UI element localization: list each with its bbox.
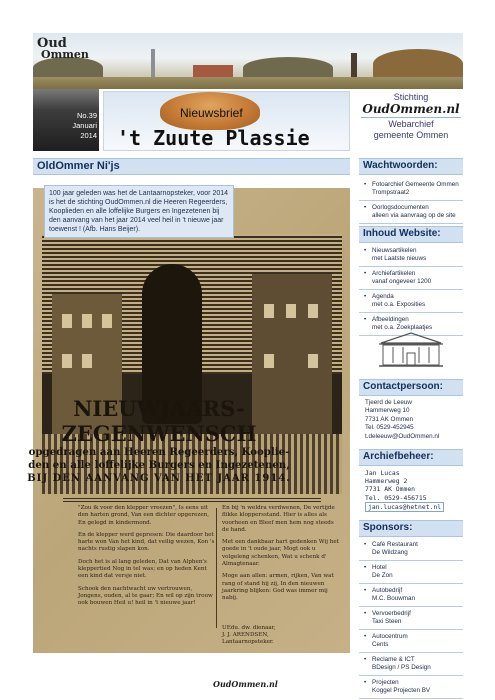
archief-street: Hammerweg 2 <box>365 477 408 486</box>
tree-line-middle <box>243 57 333 79</box>
item-value: Trompstraat2 <box>372 189 410 196</box>
issue-month: Januari <box>72 121 97 130</box>
item-sub: Koggel Projecten BV <box>372 687 431 694</box>
window <box>82 314 92 328</box>
tree-line-right <box>373 49 463 79</box>
item-label[interactable]: Archiefartikelen <box>372 270 416 277</box>
issue-number: No.39 <box>76 111 97 120</box>
poster-colophon <box>222 625 276 646</box>
item-label: Autocentrum <box>372 633 408 640</box>
item-sub: met o.a. Exposities <box>372 301 426 308</box>
item-sub: De Wildzang <box>372 549 408 556</box>
list-item[interactable] <box>359 653 463 676</box>
wachtwoorden-title: Wachtwoorden: <box>359 158 463 175</box>
list-item[interactable] <box>359 267 463 290</box>
poster-sub-2: den en alle loffelijke Burgers en Ingezetenen, <box>28 459 290 471</box>
item-sub: met Laatste nieuws <box>372 255 427 262</box>
archief-city: 7731 AK Ommen <box>365 485 416 494</box>
verse-stanza: En bij 'n weldra verdwenen, De vertijde flikke kloppersstand. Hier is alles als voorheen en Bleef men hem nog steeds de hand. <box>222 505 335 533</box>
poster-verse-right <box>222 505 342 608</box>
issue-year: 2014 <box>80 131 97 140</box>
contact-phone: Tel. 0529-452945 <box>365 424 414 432</box>
verse-stanza: En de klepper werd gepresen: Die daardoor het harte won Van het kind, dat veilig wezen, Kon 's nachts rustig slapen kon. <box>78 531 215 553</box>
item-sub: met o.a. Zoekplaatjes <box>372 324 433 331</box>
issue-info <box>63 111 97 141</box>
poster-rule-top <box>63 498 321 499</box>
sponsors-list <box>359 538 463 699</box>
contact-block <box>359 399 463 441</box>
list-item[interactable] <box>359 630 463 653</box>
poster-sub-1: opgedragen aan Heeren Regeerders, Kooplie- <box>28 446 290 458</box>
header-banner-photo <box>33 33 463 89</box>
brand-block <box>359 92 463 151</box>
sponsors-title: Sponsors: <box>359 520 463 537</box>
item-label[interactable]: Agenda <box>372 293 394 300</box>
verse-stanza: Schook den nachtwacht uw vertrouwen, Jongens, ouden, al te gaar; En wil op zijn trouw ook bouwen Heil u! heil in 't nieuwe jaar! <box>78 585 213 607</box>
item-sub: De Zon <box>372 572 393 579</box>
list-item[interactable] <box>359 561 463 584</box>
verse-stanza: Doch het is al lang geleden, Dat van Alphen's kleppertied Nog in tel was; en op heden Kent een kind dat versje niet. <box>78 558 207 580</box>
item-label[interactable]: Oorlogsdocumenten <box>372 204 429 211</box>
poster-verse-left <box>78 505 218 613</box>
brand-divider <box>361 117 461 118</box>
item-label: Projecten <box>372 679 399 686</box>
window <box>62 354 72 368</box>
newsletter-label: Nieuwsbrief <box>180 106 243 120</box>
window <box>308 304 318 318</box>
brand-name[interactable]: OudOmmen.nl <box>362 102 460 116</box>
list-item[interactable] <box>359 676 463 699</box>
logo-line-1: Oud <box>37 36 67 51</box>
window <box>286 304 296 318</box>
poster-heading <box>9 396 309 484</box>
wachtwoorden-list <box>359 178 463 224</box>
window <box>308 354 318 368</box>
contact-title: Contactpersoon: <box>359 379 463 396</box>
window <box>82 354 92 368</box>
brand-stichting: Stichting <box>393 92 429 102</box>
item-label: Vervoerbedrijf <box>372 610 411 617</box>
archief-email[interactable]: jan.lucas@hetnet.nl <box>365 502 444 512</box>
item-sub: vanaf ongeveer 1200 <box>372 278 432 285</box>
item-label[interactable]: Nieuwsartikelen <box>372 247 417 254</box>
item-sub: Cents <box>372 641 389 648</box>
photo-caption: 100 jaar geleden was het de Lantaarnopsteker, voor 2014 is het de stichting OudOmmen.nl die Heeren Regeerders, Kooplieden en alle loffelijke Burgers en Ingezetenen bij den aanvang van het jaar 2014 veel heil in 't nieuwe jaar toewenst ! (Afb. Hans Beijer). <box>44 185 234 238</box>
window <box>62 314 72 328</box>
brand-tagline-2: gemeente Ommen <box>373 130 449 140</box>
list-item[interactable] <box>359 607 463 630</box>
archive-building-icon <box>377 331 445 369</box>
archief-block <box>359 469 463 512</box>
poster-rule-top-2 <box>63 501 321 502</box>
footer-logo[interactable]: OudOmmen.nl <box>213 679 278 689</box>
list-item[interactable] <box>359 290 463 313</box>
issue-tile-glow <box>33 89 99 111</box>
logo-line-2: Ommen <box>41 48 89 61</box>
list-item[interactable] <box>359 244 463 267</box>
site-logo[interactable] <box>37 38 89 60</box>
poster-headline: NIEUWJAARS-ZEGENWENSCH <box>61 396 257 446</box>
church-tower <box>151 49 155 79</box>
window <box>102 314 112 328</box>
item-sub: Taxi Steen <box>372 618 402 625</box>
brand-tagline-1: Webarchief <box>388 119 434 129</box>
contact-email[interactable]: t.deleeuw@OudOmmen.nl <box>365 432 440 440</box>
item-label: Autobedrijf <box>372 587 403 594</box>
archief-phone: Tel. 0529-456715 <box>365 493 427 502</box>
list-item[interactable] <box>359 538 463 561</box>
list-item <box>359 178 463 201</box>
item-label[interactable]: Afbeeldingen <box>372 316 409 323</box>
contact-city: 7731 AK Ommen <box>365 415 413 423</box>
poster-sub-3: BIJ DEN AANVANG VAN HET JAAR 1914. <box>27 473 291 484</box>
item-sub: M.C. Bouwman <box>372 595 416 602</box>
verse-stanza: Moge aan allen: armen, rijken, Van wat rang of stand hij zij, In den nieuwen jaarkring blijken: God was immer mij nabij. <box>222 573 334 602</box>
item-label[interactable]: Fotoarchief Gemeente Ommen <box>372 181 459 188</box>
inhoud-list <box>359 244 463 336</box>
verse-stanza: "Zou ik voor den klepper vreezen", Is eens uit den harten grond, Van een dichter opgerezen, En gelegd in kindermond. <box>78 505 210 526</box>
verse-divider <box>216 508 217 628</box>
field-strip <box>33 77 463 89</box>
colophon-line-1: UEdu. dw. dienaar, <box>222 625 276 631</box>
archief-title: Archiefbeheer: <box>359 449 463 466</box>
windmill-shape <box>351 53 357 79</box>
newsletter-title: 't Zuute Plassie <box>117 126 310 150</box>
archief-name: Jan Lucas <box>365 469 400 477</box>
item-label: Reclame & ICT <box>372 656 415 663</box>
window <box>264 304 274 318</box>
main-section-title: OldOmmer Ni'js <box>33 158 350 175</box>
item-sub: BDesign / PS Design <box>372 664 431 671</box>
verse-stanza: Met een dankbaar hart gedenken Wij het goede in 't oude jaar, Mogt ook u volgeleng schenken, Wat u schenk d' Almagtenaar. <box>222 539 339 568</box>
colophon-line-3: Lantaarnopsteker. <box>222 639 274 645</box>
list-item[interactable] <box>359 584 463 607</box>
colophon-line-2: J. J. ARENDSEN, <box>222 632 269 638</box>
list-item <box>359 201 463 224</box>
contact-name: Tjeerd de Leeuw <box>365 399 412 406</box>
inhoud-title: Inhoud Website: <box>359 226 463 243</box>
item-value: alleen via aanvraag op de site <box>372 212 456 219</box>
item-label: Café Restaurant <box>372 541 418 548</box>
item-label: Hotel <box>372 564 387 571</box>
window <box>264 354 274 368</box>
contact-street: Hammerweg 10 <box>365 407 410 415</box>
